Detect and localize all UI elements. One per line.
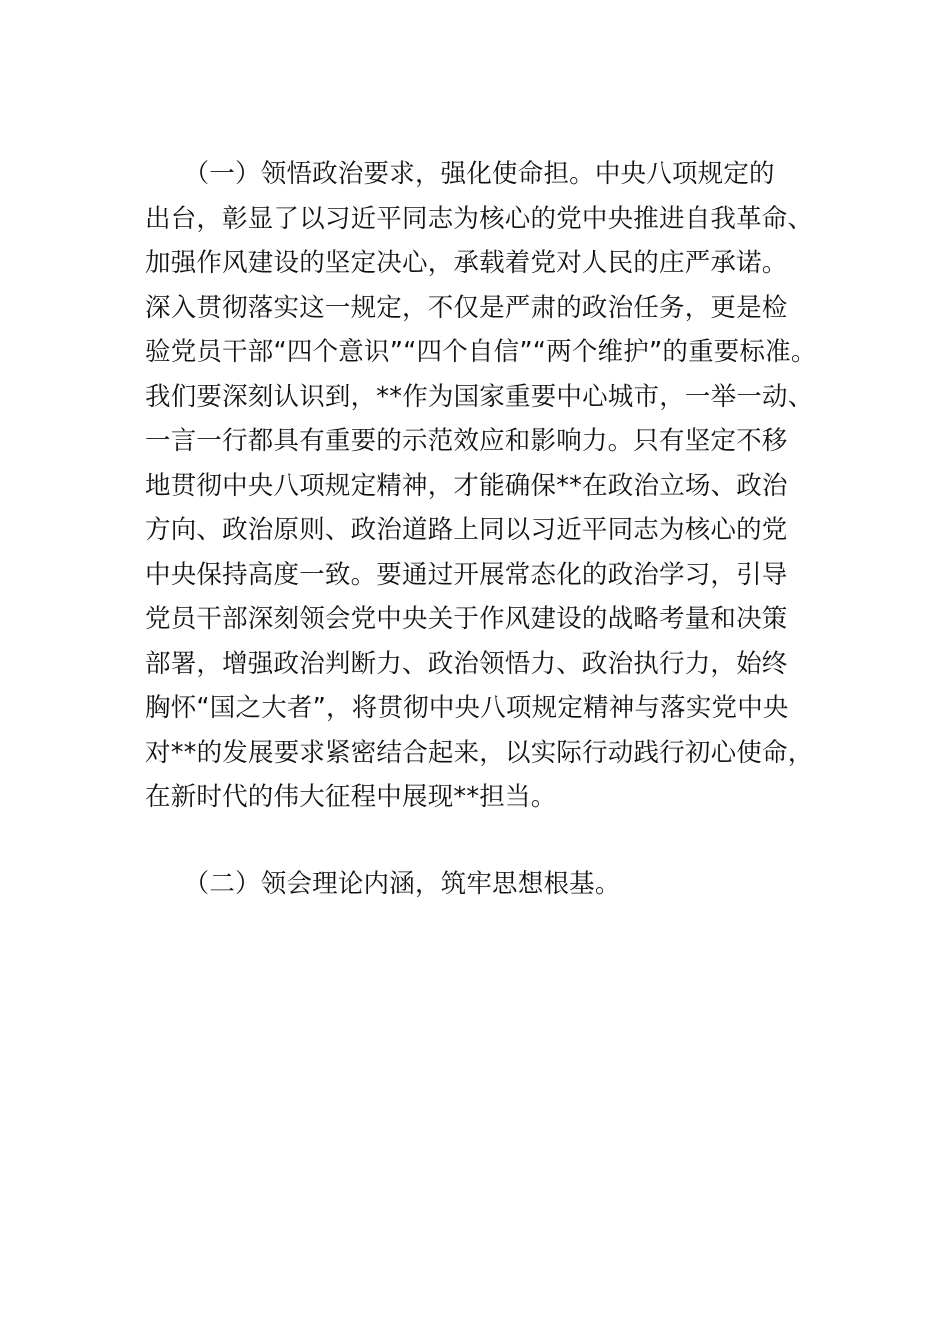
text-line: 一言一行都具有重要的示范效应和影响力。只有坚定不移 xyxy=(145,426,788,456)
text-line: 地贯彻中央八项规定精神，才能确保**在政治立场、政治 xyxy=(145,470,788,501)
text-line: 党员干部深刻领会党中央关于作风建设的战略考量和决策 xyxy=(145,604,788,634)
text-line: 方向、政治原则、政治道路上同以习近平同志为核心的党 xyxy=(145,515,788,545)
text-line: 深入贯彻落实这一规定，不仅是严肃的政治任务，更是检 xyxy=(145,292,788,323)
text-line: 加强作风建设的坚定决心，承载着党对人民的庄严承诺。 xyxy=(145,248,788,278)
text-line: 在新时代的伟大征程中展现**担当。 xyxy=(145,782,557,812)
paragraph-section-2 xyxy=(145,862,825,907)
text-line: 胸怀“国之大者”，将贯彻中央八项规定精神与落实党中央 xyxy=(145,693,789,723)
text-line: 出台，彰显了以习近平同志为核心的党中央推进自我革命、 xyxy=(145,203,814,234)
text-line: （一）领悟政治要求，强化使命担。中央八项规定的 xyxy=(145,159,775,189)
paragraph-section-1 xyxy=(145,152,825,820)
text-line: 验党员干部“四个意识”“四个自信”“两个维护”的重要标准。 xyxy=(145,337,817,367)
text-line: 中央保持高度一致。要通过开展常态化的政治学习，引导 xyxy=(145,559,788,590)
text-line: 部署，增强政治判断力、政治领悟力、政治执行力，始终 xyxy=(145,648,788,679)
text-line: 我们要深刻认识到，**作为国家重要中心城市，一举一动、 xyxy=(145,381,814,412)
text-line: 对**的发展要求紧密结合起来，以实际行动践行初心使命， xyxy=(145,737,814,768)
section-heading-line: （二）领会理论内涵，筑牢思想根基。 xyxy=(145,869,621,899)
